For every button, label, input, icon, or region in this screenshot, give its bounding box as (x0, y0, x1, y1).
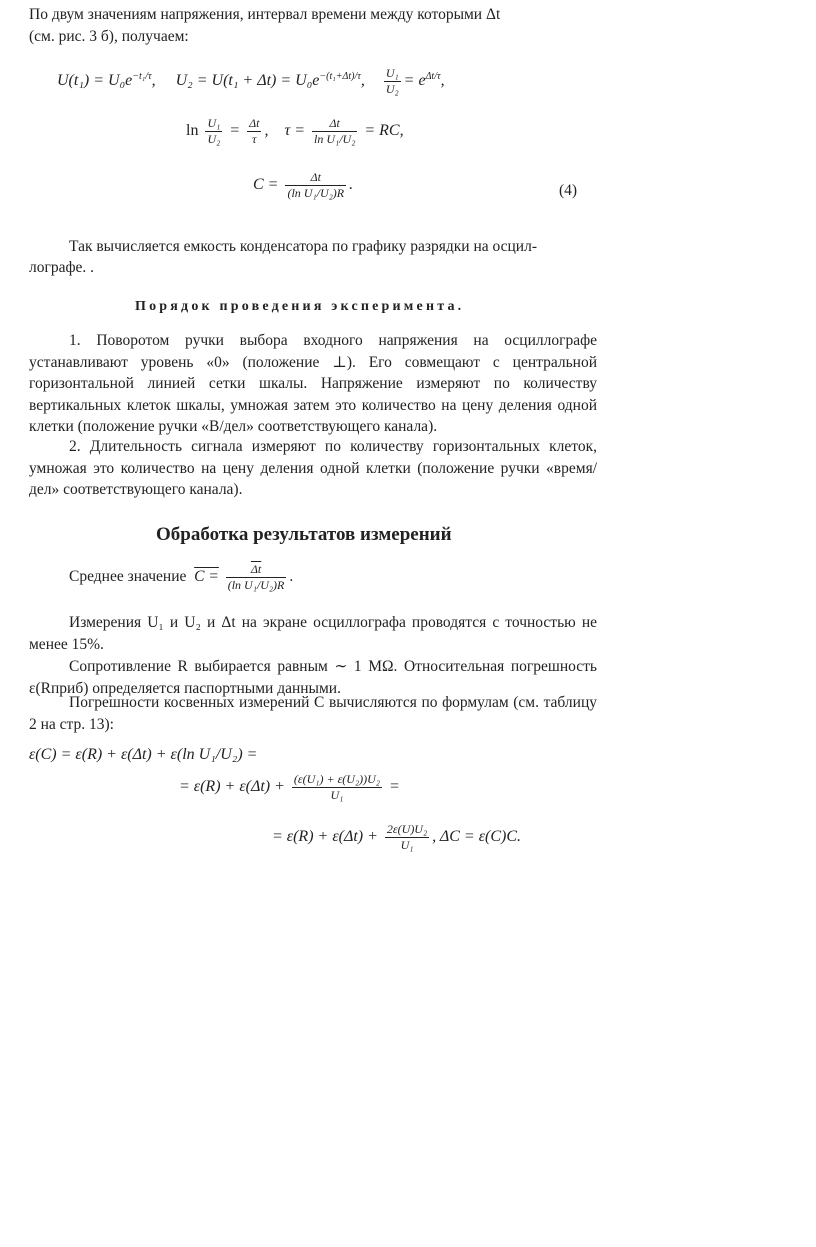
procedure-item-2: 2. Длительность сигнала измеряют по количеству горизонтальных клеток, умножая это количество на цену деления одной клетки (положение ручки «время/дел» соответствующего канала). (29, 438, 597, 498)
procedure-heading: Порядок проведения эксперимента. (135, 299, 465, 314)
intro-line-1: По двум значениям напряжения, интервал времени между которыми Δt (29, 6, 501, 23)
capacity-line-2: лографе. . (29, 259, 95, 276)
equation-row-2: ln $\frac{\text{U₁}}{\text{U₂}}$ = $\frac{\Delta t}{\tau}$ , τ = $\frac{\Delta t}{\text{ln U₁/U₂}}$ = RC, (186, 116, 404, 146)
indirect-paragraph: Погрешности косвенных измерений C вычисляются по формулам (см. таблицу 2 на стр. 13): (29, 694, 597, 733)
equation-row-1: $U(t_1) = U_0e^{-t_1/\tau}$, $U_2 = U(t_1 + \Delta t) = U_0e^{-(t_1+\Delta t)/\tau}$, $\frac{\text{U₁}}{\text{U₂}}$ = $e^{\Delta t/\tau}$, (57, 66, 445, 96)
capacity-line-1: Так вычисляется емкость конденсатора по графику разрядки на осцил- (69, 238, 537, 255)
processing-title: Обработка результатов измерений (156, 524, 452, 545)
intro-line-2: (см. рис. 3 б), получаем: (29, 28, 189, 45)
equation-4: C = $\frac{\Delta t}{\text{(ln U₁/U₂)R}}$ . (253, 170, 354, 200)
procedure-item-1: 1. Поворотом ручки выбора входного напряжения на осциллографе устанавливают уровень «0» (положение ⊥). Его совмещают с центральной горизонтальной линией сетки шкалы. Напряжение измеряют по количеству вертикальных клеток шкалы, умножая затем это количество на цену деления одной клетки (положение ручки «В/дел» соответствующего канала). (29, 332, 597, 435)
equation-number: (4) (559, 182, 578, 199)
accuracy-paragraph: Измерения U₁ и U₂ и Δt на экране осциллографа проводятся с точностью не менее 15%. (29, 614, 597, 653)
error-equation-line-2: = ε(R) + ε(Δt) + $\frac{\text{(ε(U₁) + ε(U₂))U₂}}{\text{U₁}}$ = (179, 772, 400, 802)
resistance-paragraph: Сопротивление R выбирается равным ∼ 1 MΩ. Относительная погрешность ε(Rприб) определяется паспортными данными. (29, 658, 597, 697)
error-equation-line-1: ε(C) = ε(R) + ε(Δt) + ε(ln U₁/U₂) = (29, 746, 258, 763)
mean-value-line: Среднее значение C = $\frac{\overline{\Delta t}}{\text{(ln U₁/U₂)R}}$ . (69, 562, 294, 592)
error-equation-line-3: = ε(R) + ε(Δt) + $\frac{\text{2ε(U)U₂}}{\text{U₁}}$ , ΔC = ε(C)C. (272, 822, 522, 852)
